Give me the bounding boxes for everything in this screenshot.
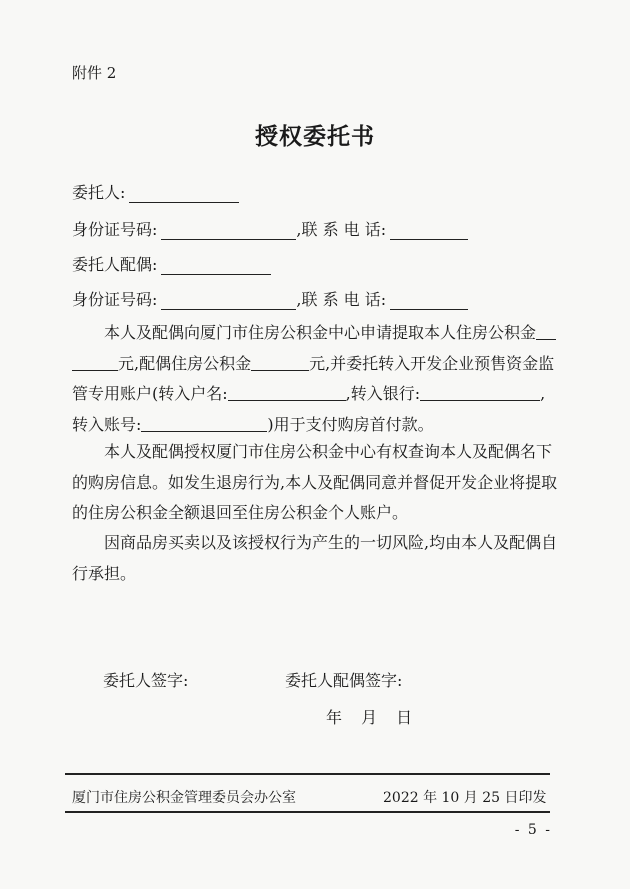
principal-row <box>72 180 239 203</box>
id-label-2: 身份证号码: <box>72 290 158 309</box>
contact-label-1: ,联 系 电 话: <box>296 220 387 239</box>
spouse-signature-label: 委托人配偶签字: <box>285 671 403 690</box>
amount-blank-b[interactable] <box>72 355 118 371</box>
issue-date: 2022 年 10 月 25 日印发 <box>383 790 547 806</box>
spouse-label: 委托人配偶: <box>72 255 158 274</box>
para1-part6: )用于支付购房首付款。 <box>267 414 434 434</box>
page-number: - 5 - <box>514 822 552 838</box>
para1-part3: 元,并委托转入开发企业预售资金监管专用账户(转入户名: <box>72 353 555 403</box>
authorization-paragraph: 本人及配偶授权厦门市住房公积金中心有权查询本人及配偶名下的购房信息。如发生退房行为,本人及配偶同意并督促开发企业将提取的住房公积金全额退回至住房公积金个人账户。 <box>72 442 558 522</box>
account-number-blank[interactable] <box>141 416 267 432</box>
contact-blank-2[interactable] <box>390 293 468 310</box>
amount-blank-a[interactable] <box>536 324 556 340</box>
principal-blank[interactable] <box>129 186 239 203</box>
risk-paragraph: 因商品房买卖以及该授权行为产生的一切风险,均由本人及配偶自行承担。 <box>72 533 558 583</box>
spouse-amount-blank[interactable] <box>251 355 309 371</box>
para1-part1: 本人及配偶向厦门市住房公积金中心申请提取本人住房公积金 <box>104 323 537 342</box>
bank-blank-a[interactable] <box>420 385 470 401</box>
para1-part4: ,转入银行: <box>345 384 421 403</box>
document-title: 授权委托书 <box>255 123 375 150</box>
principal-label: 委托人: <box>72 183 126 202</box>
account-name-blank[interactable] <box>228 385 346 401</box>
id-row-2 <box>72 287 468 310</box>
para1-part2: 元,配偶住房公积金 <box>118 353 252 373</box>
attachment-label: 附件 2 <box>72 64 117 82</box>
bank-blank-b[interactable] <box>470 385 540 401</box>
spouse-blank[interactable] <box>161 258 271 275</box>
contact-blank-1[interactable] <box>390 223 468 240</box>
footer-top-rule <box>65 773 550 775</box>
footer-bottom-rule <box>65 811 550 813</box>
id-blank-1[interactable] <box>161 223 296 240</box>
id-blank-2[interactable] <box>161 293 296 310</box>
id-label-1: 身份证号码: <box>72 220 158 239</box>
request-paragraph <box>72 318 558 440</box>
spouse-row <box>72 252 271 275</box>
para1-part5: ,转入账号: <box>72 384 546 434</box>
contact-label-2: ,联 系 电 话: <box>296 290 387 309</box>
sign-date: 年 月 日 <box>326 708 413 727</box>
issuing-office: 厦门市住房公积金管理委员会办公室 <box>72 790 296 806</box>
id-row-1 <box>72 217 468 240</box>
principal-signature-label: 委托人签字: <box>103 671 189 690</box>
